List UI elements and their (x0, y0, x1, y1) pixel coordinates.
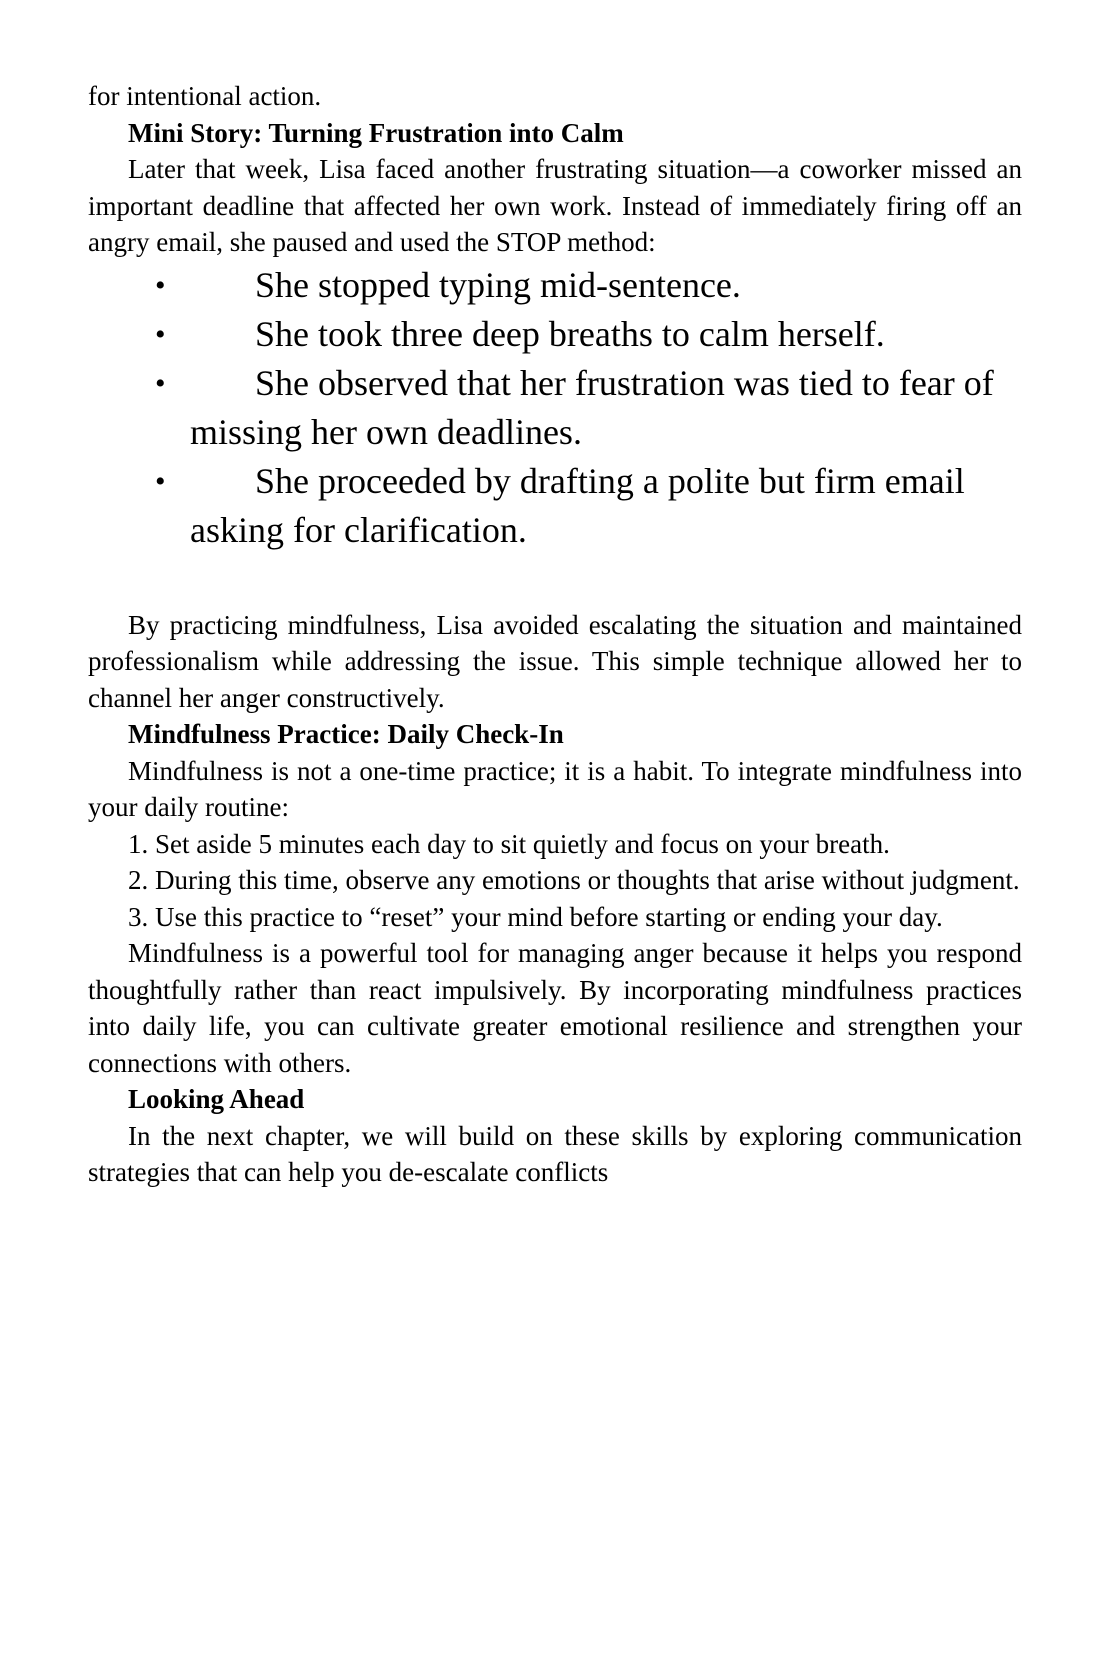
mindfulness-practice-heading: Mindfulness Practice: Daily Check-In (128, 719, 564, 749)
list-item-text: She stopped typing mid-sentence. (255, 264, 741, 305)
list-item-text: She observed that her frustration was tied to fear of missing her own deadlines. (190, 362, 994, 452)
practice-step: 3. Use this practice to “reset” your mind before starting or ending your day. (128, 901, 943, 932)
practice-step: 1. Set aside 5 minutes each day to sit quietly and focus on your breath. (128, 828, 890, 859)
list-item (88, 359, 1022, 457)
mindfulness-practice-closing-paragraph: Mindfulness is a powerful tool for managing anger because it helps you respond thoughtfully rather than react impulsively. By incorporating mindfulness practices into daily life, you can cultivate greater emotional resilience and strengthen your connections with others. (88, 938, 1022, 1078)
mini-story-heading: Mini Story: Turning Frustration into Calm (128, 117, 624, 148)
bullet-icon: • (155, 464, 166, 498)
list-item (88, 261, 1022, 310)
mini-story-closing-paragraph: By practicing mindfulness, Lisa avoided escalating the situation and maintained professionalism while addressing the issue. This simple technique allowed her to channel her anger constructively. (88, 609, 1022, 713)
bullet-icon: • (155, 317, 166, 351)
list-item-text: She proceeded by drafting a polite but firm email asking for clarification. (190, 460, 965, 550)
leading-paragraph-fragment: for intentional action. (88, 81, 322, 111)
looking-ahead-paragraph: In the next chapter, we will build on these skills by exploring communication strategies that can help you de-escalate conflicts (88, 1120, 1022, 1187)
looking-ahead-heading: Looking Ahead (128, 1084, 305, 1114)
list-item (88, 457, 1022, 555)
practice-step: 2. During this time, observe any emotions or thoughts that arise without judgment. (128, 865, 1020, 895)
list-item (88, 310, 1022, 359)
mindfulness-practice-intro: Mindfulness is not a one-time practice; it is a habit. To integrate mindfulness into your daily routine: (88, 755, 1022, 822)
mini-story-paragraph: Later that week, Lisa faced another frustrating situation—a coworker missed an important deadline that affected her own work. Instead of immediately firing off an angry email, she paused and used the STOP method: (88, 154, 1022, 257)
list-item-text: She took three deep breaths to calm herself. (255, 313, 885, 354)
bullet-icon: • (155, 366, 166, 400)
bullet-icon: • (155, 268, 166, 302)
stop-method-list (88, 261, 1022, 555)
